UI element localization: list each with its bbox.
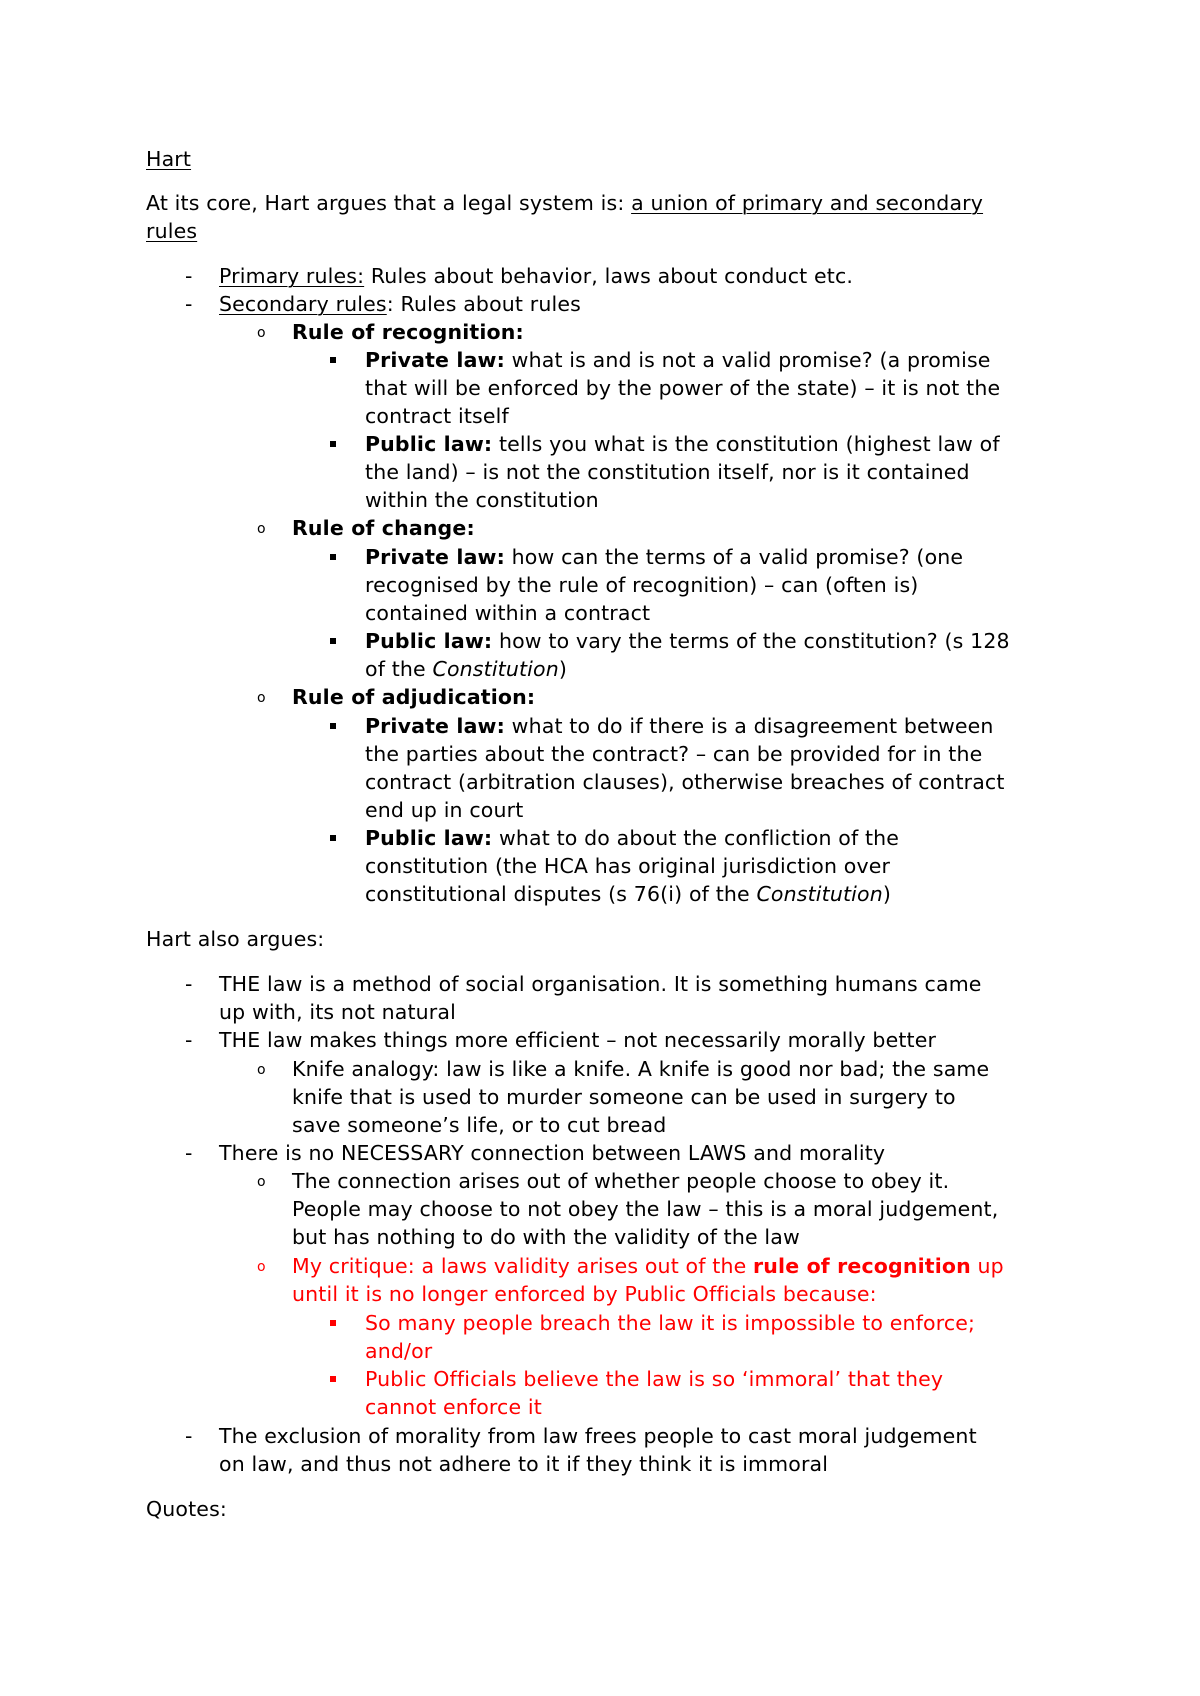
adjudication-public-text: what to do about the confliction of the: [492, 826, 900, 850]
adjudication-public-line-2: constitution (the HCA has original jurisdiction over: [365, 854, 891, 878]
recognition-private-text: what is and is not a valid promise? (a promise: [505, 348, 991, 372]
circle-bullet: o: [257, 1174, 266, 1190]
square-bullet: [330, 627, 336, 655]
critique-text-a: My critique: a laws validity arises out of the: [292, 1254, 754, 1278]
dash-bullet: -: [185, 292, 193, 316]
also-point-3: There is no NECESSARY connection between LAWS and morality: [219, 1141, 886, 1165]
secondary-rules-item: [219, 290, 581, 318]
change-public-line-1: [365, 627, 1010, 655]
adjudication-private-line-2: the parties about the contract? – can be provided for in the: [365, 742, 983, 766]
adjudication-public-line-3: [365, 880, 891, 908]
recognition-private-line-1: [365, 346, 991, 374]
public-law-label: Public law:: [365, 826, 493, 850]
critique-bullet-1-line-2: and/or: [365, 1339, 433, 1363]
adjudication-public-text-a: constitutional disputes (s 76(i) of the: [365, 882, 757, 906]
also-argues-heading: Hart also argues:: [146, 927, 325, 951]
square-bullet: [330, 430, 336, 458]
circle-bullet: o: [257, 325, 266, 341]
intro-underlined-2: rules: [146, 219, 198, 243]
change-private-line-3: contained within a contract: [365, 601, 651, 625]
critique-bullet-1-line-1: So many people breach the law it is impossible to enforce;: [365, 1311, 976, 1335]
also-point-4-line-2: on law, and thus not adhere to it if they think it is immoral: [219, 1452, 829, 1476]
recognition-public-line-2: the land) – is not the constitution itself, nor is it contained: [365, 460, 970, 484]
change-public-text-a: of the: [365, 657, 433, 681]
primary-rules-label: Primary rules:: [219, 264, 365, 288]
adjudication-public-line-1: [365, 824, 899, 852]
recognition-public-text: tells you what is the constitution (highest law of: [492, 432, 1000, 456]
change-private-text: how can the terms of a valid promise? (one: [505, 545, 964, 569]
also-point-4-line-1: The exclusion of morality from law frees people to cast moral judgement: [219, 1424, 977, 1448]
recognition-private-line-3: contract itself: [365, 404, 509, 428]
rule-of-adjudication-heading: Rule of adjudication:: [292, 685, 536, 709]
change-public-text: how to vary the terms of the constitution? (s 128: [492, 629, 1010, 653]
intro-text: At its core, Hart argues that a legal system is:: [146, 191, 632, 215]
square-bullet: [330, 1309, 336, 1337]
private-law-label: Private law:: [365, 545, 505, 569]
also-point-1-line-2: up with, its not natural: [219, 1000, 456, 1024]
knife-analogy-line-1: Knife analogy: law is like a knife. A knife is good nor bad; the same: [292, 1057, 990, 1081]
private-law-label: Private law:: [365, 714, 505, 738]
critique-line-1: [292, 1252, 1004, 1280]
critique-text-c: up: [970, 1254, 1004, 1278]
change-private-line-2: recognised by the rule of recognition) – can (often is): [365, 573, 919, 597]
also-point-2: THE law makes things more efficient – not necessarily morally better: [219, 1028, 937, 1052]
change-public-line-2: [365, 655, 567, 683]
knife-analogy-line-3: save someone’s life, or to cut bread: [292, 1113, 667, 1137]
recognition-private-line-2: that will be enforced by the power of the state) – it is not the: [365, 376, 1001, 400]
secondary-rules-label: Secondary rules: [219, 292, 387, 316]
square-bullet: [330, 346, 336, 374]
connection-line-3: but has nothing to do with the validity of the law: [292, 1225, 800, 1249]
public-law-label: Public law:: [365, 629, 493, 653]
adjudication-private-text: what to do if there is a disagreement between: [505, 714, 994, 738]
page-title: Hart: [146, 147, 192, 171]
square-bullet: [330, 824, 336, 852]
primary-rules-item: [219, 262, 853, 290]
private-law-label: Private law:: [365, 348, 505, 372]
constitution-italic: Constitution: [432, 657, 559, 681]
intro-line-1: [146, 189, 983, 217]
change-private-line-1: [365, 543, 963, 571]
quotes-label: Quotes:: [146, 1497, 227, 1521]
intro-underlined-1: a union of primary and secondary: [631, 191, 984, 215]
knife-analogy-line-2: knife that is used to murder someone can be used in surgery to: [292, 1085, 956, 1109]
adjudication-private-line-3: contract (arbitration clauses), otherwise breaches of contract: [365, 770, 1005, 794]
constitution-italic: Constitution: [756, 882, 883, 906]
dash-bullet: -: [185, 1141, 193, 1165]
adjudication-private-line-1: [365, 712, 994, 740]
critique-bold-term: rule of recognition: [753, 1254, 971, 1278]
recognition-public-line-1: [365, 430, 1000, 458]
adjudication-private-line-4: end up in court: [365, 798, 524, 822]
circle-bullet: o: [257, 1062, 266, 1078]
square-bullet: [330, 1365, 336, 1393]
square-bullet: [330, 712, 336, 740]
connection-line-2: People may choose to not obey the law – this is a moral judgement,: [292, 1197, 999, 1221]
critique-line-2: until it is no longer enforced by Public Officials because:: [292, 1282, 877, 1306]
critique-bullet-2-line-2: cannot enforce it: [365, 1395, 542, 1419]
critique-bullet-2-line-1: Public Officials believe the law is so ‘immoral’ that they: [365, 1367, 944, 1391]
dash-bullet: -: [185, 264, 193, 288]
change-public-text-c: ): [558, 657, 568, 681]
dash-bullet: -: [185, 1028, 193, 1052]
circle-bullet: o: [257, 1259, 266, 1275]
public-law-label: Public law:: [365, 432, 493, 456]
adjudication-public-text-c: ): [882, 882, 891, 906]
connection-line-1: The connection arises out of whether people choose to obey it.: [292, 1169, 950, 1193]
dash-bullet: -: [185, 972, 193, 996]
secondary-rules-text: : Rules about rules: [386, 292, 581, 316]
rule-of-recognition-heading: Rule of recognition:: [292, 320, 524, 344]
circle-bullet: o: [257, 690, 266, 706]
rule-of-change-heading: Rule of change:: [292, 516, 475, 540]
primary-rules-text: Rules about behavior, laws about conduct etc.: [364, 264, 854, 288]
circle-bullet: o: [257, 521, 266, 537]
also-point-1-line-1: THE law is a method of social organisation. It is something humans came: [219, 972, 982, 996]
recognition-public-line-3: within the constitution: [365, 488, 599, 512]
square-bullet: [330, 543, 336, 571]
dash-bullet: -: [185, 1424, 193, 1448]
